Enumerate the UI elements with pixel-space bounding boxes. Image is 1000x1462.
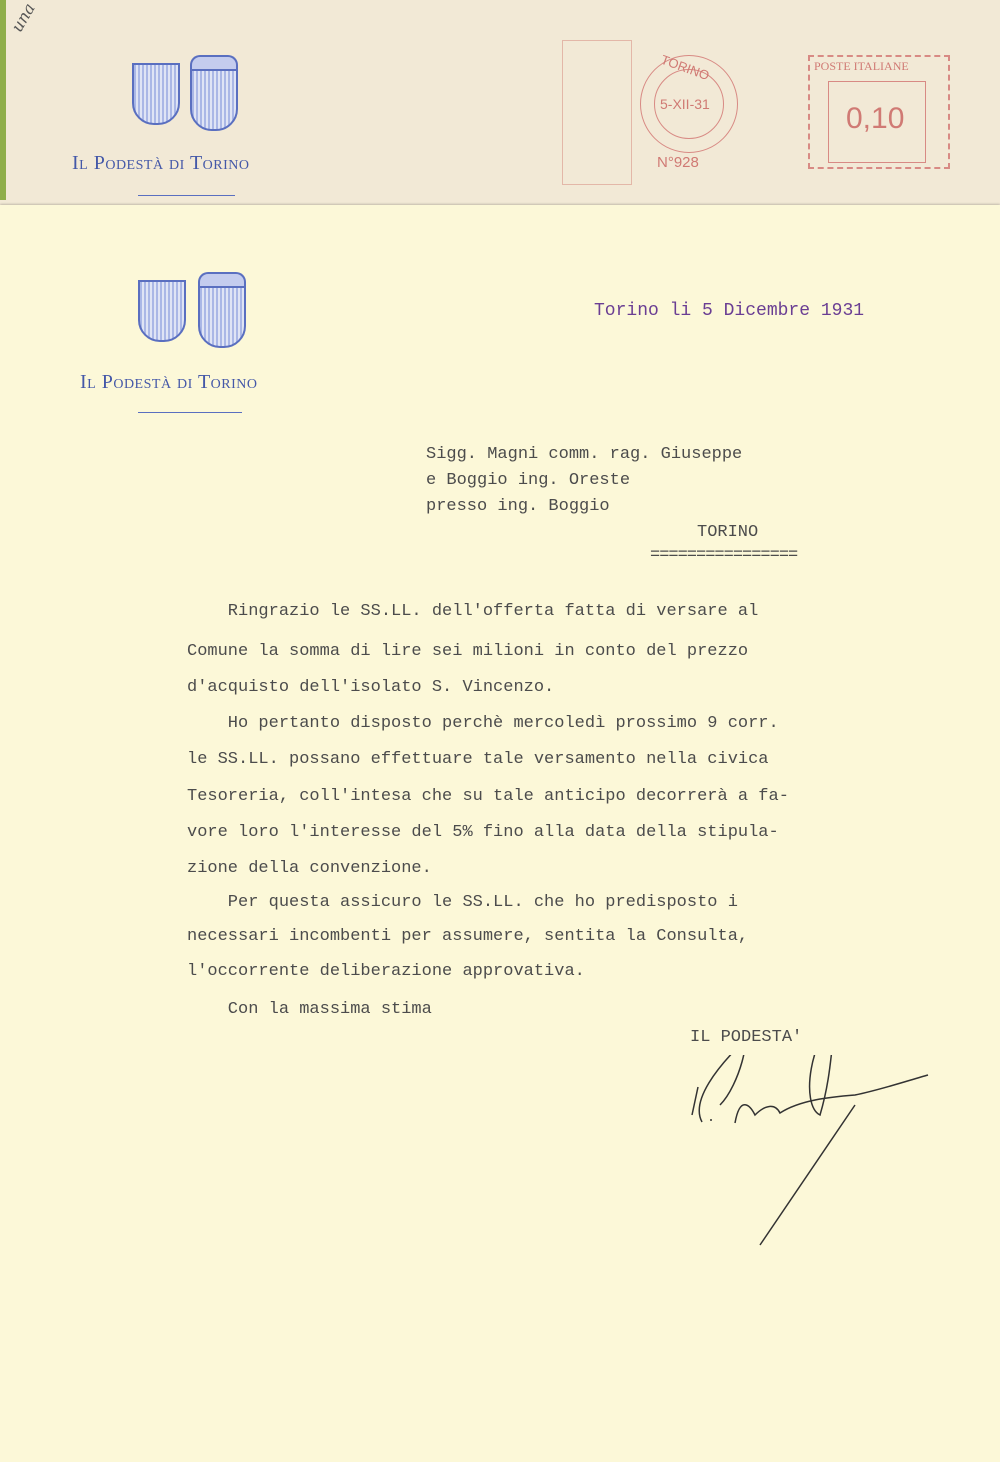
signature-title: IL PODESTA' [690,1028,803,1047]
envelope [0,0,1000,215]
postmark-city: TORINO [658,51,712,84]
recipient-line: Sigg. Magni comm. rag. Giuseppe [426,445,743,464]
divider [138,195,235,196]
recipient-underline: ================ [650,546,798,565]
postage-value: 0,10 [846,102,905,135]
letterhead-title: Il Podestà di Torino [80,371,258,393]
body-line: necessari incombenti per assumere, sentita la Consulta, [187,927,749,946]
body-line: vore loro l'interesse del 5% fino alla data della stipula- [187,823,779,842]
recipient-city: TORINO [697,523,759,542]
date-line: Torino li 5 Dicembre 1931 [594,301,865,321]
body-line: l'occorrente deliberazione approvativa. [187,962,585,981]
letterhead-title: Il Podestà di Torino [72,152,250,174]
recipient-line: presso ing. Boggio [426,497,610,516]
envelope-edge [0,0,6,200]
body-line: Con la massima stima [187,1000,432,1019]
body-line: Ringrazio le SS.LL. dell'offerta fatta di versare al [187,602,759,621]
postage-meter: POSTE ITALIANE 0,10 [808,55,950,169]
meter-crest-box [562,40,632,185]
letter-sheet [0,205,1000,1462]
body-line: Tesoreria, coll'intesa che su tale anticipo decorrerà a fa- [187,787,789,806]
pencil-note: una [7,0,39,36]
handwritten-signature [680,1055,940,1255]
postmark-number: N°928 [657,154,699,171]
body-line: Comune la somma di lire sei milioni in conto del prezzo [187,642,749,661]
body-line: zione della convenzione. [187,859,432,878]
divider [138,412,242,413]
body-line: le SS.LL. possano effettuare tale versamento nella civica [187,750,769,769]
recipient-line: e Boggio ing. Oreste [426,471,631,490]
body-line: Per questa assicuro le SS.LL. che ho predisposto i [187,893,738,912]
body-line: d'acquisto dell'isolato S. Vincenzo. [187,678,555,697]
body-line: Ho pertanto disposto perchè mercoledì prossimo 9 corr. [187,714,779,733]
postmark-date: 5-XII-31 [660,96,710,112]
